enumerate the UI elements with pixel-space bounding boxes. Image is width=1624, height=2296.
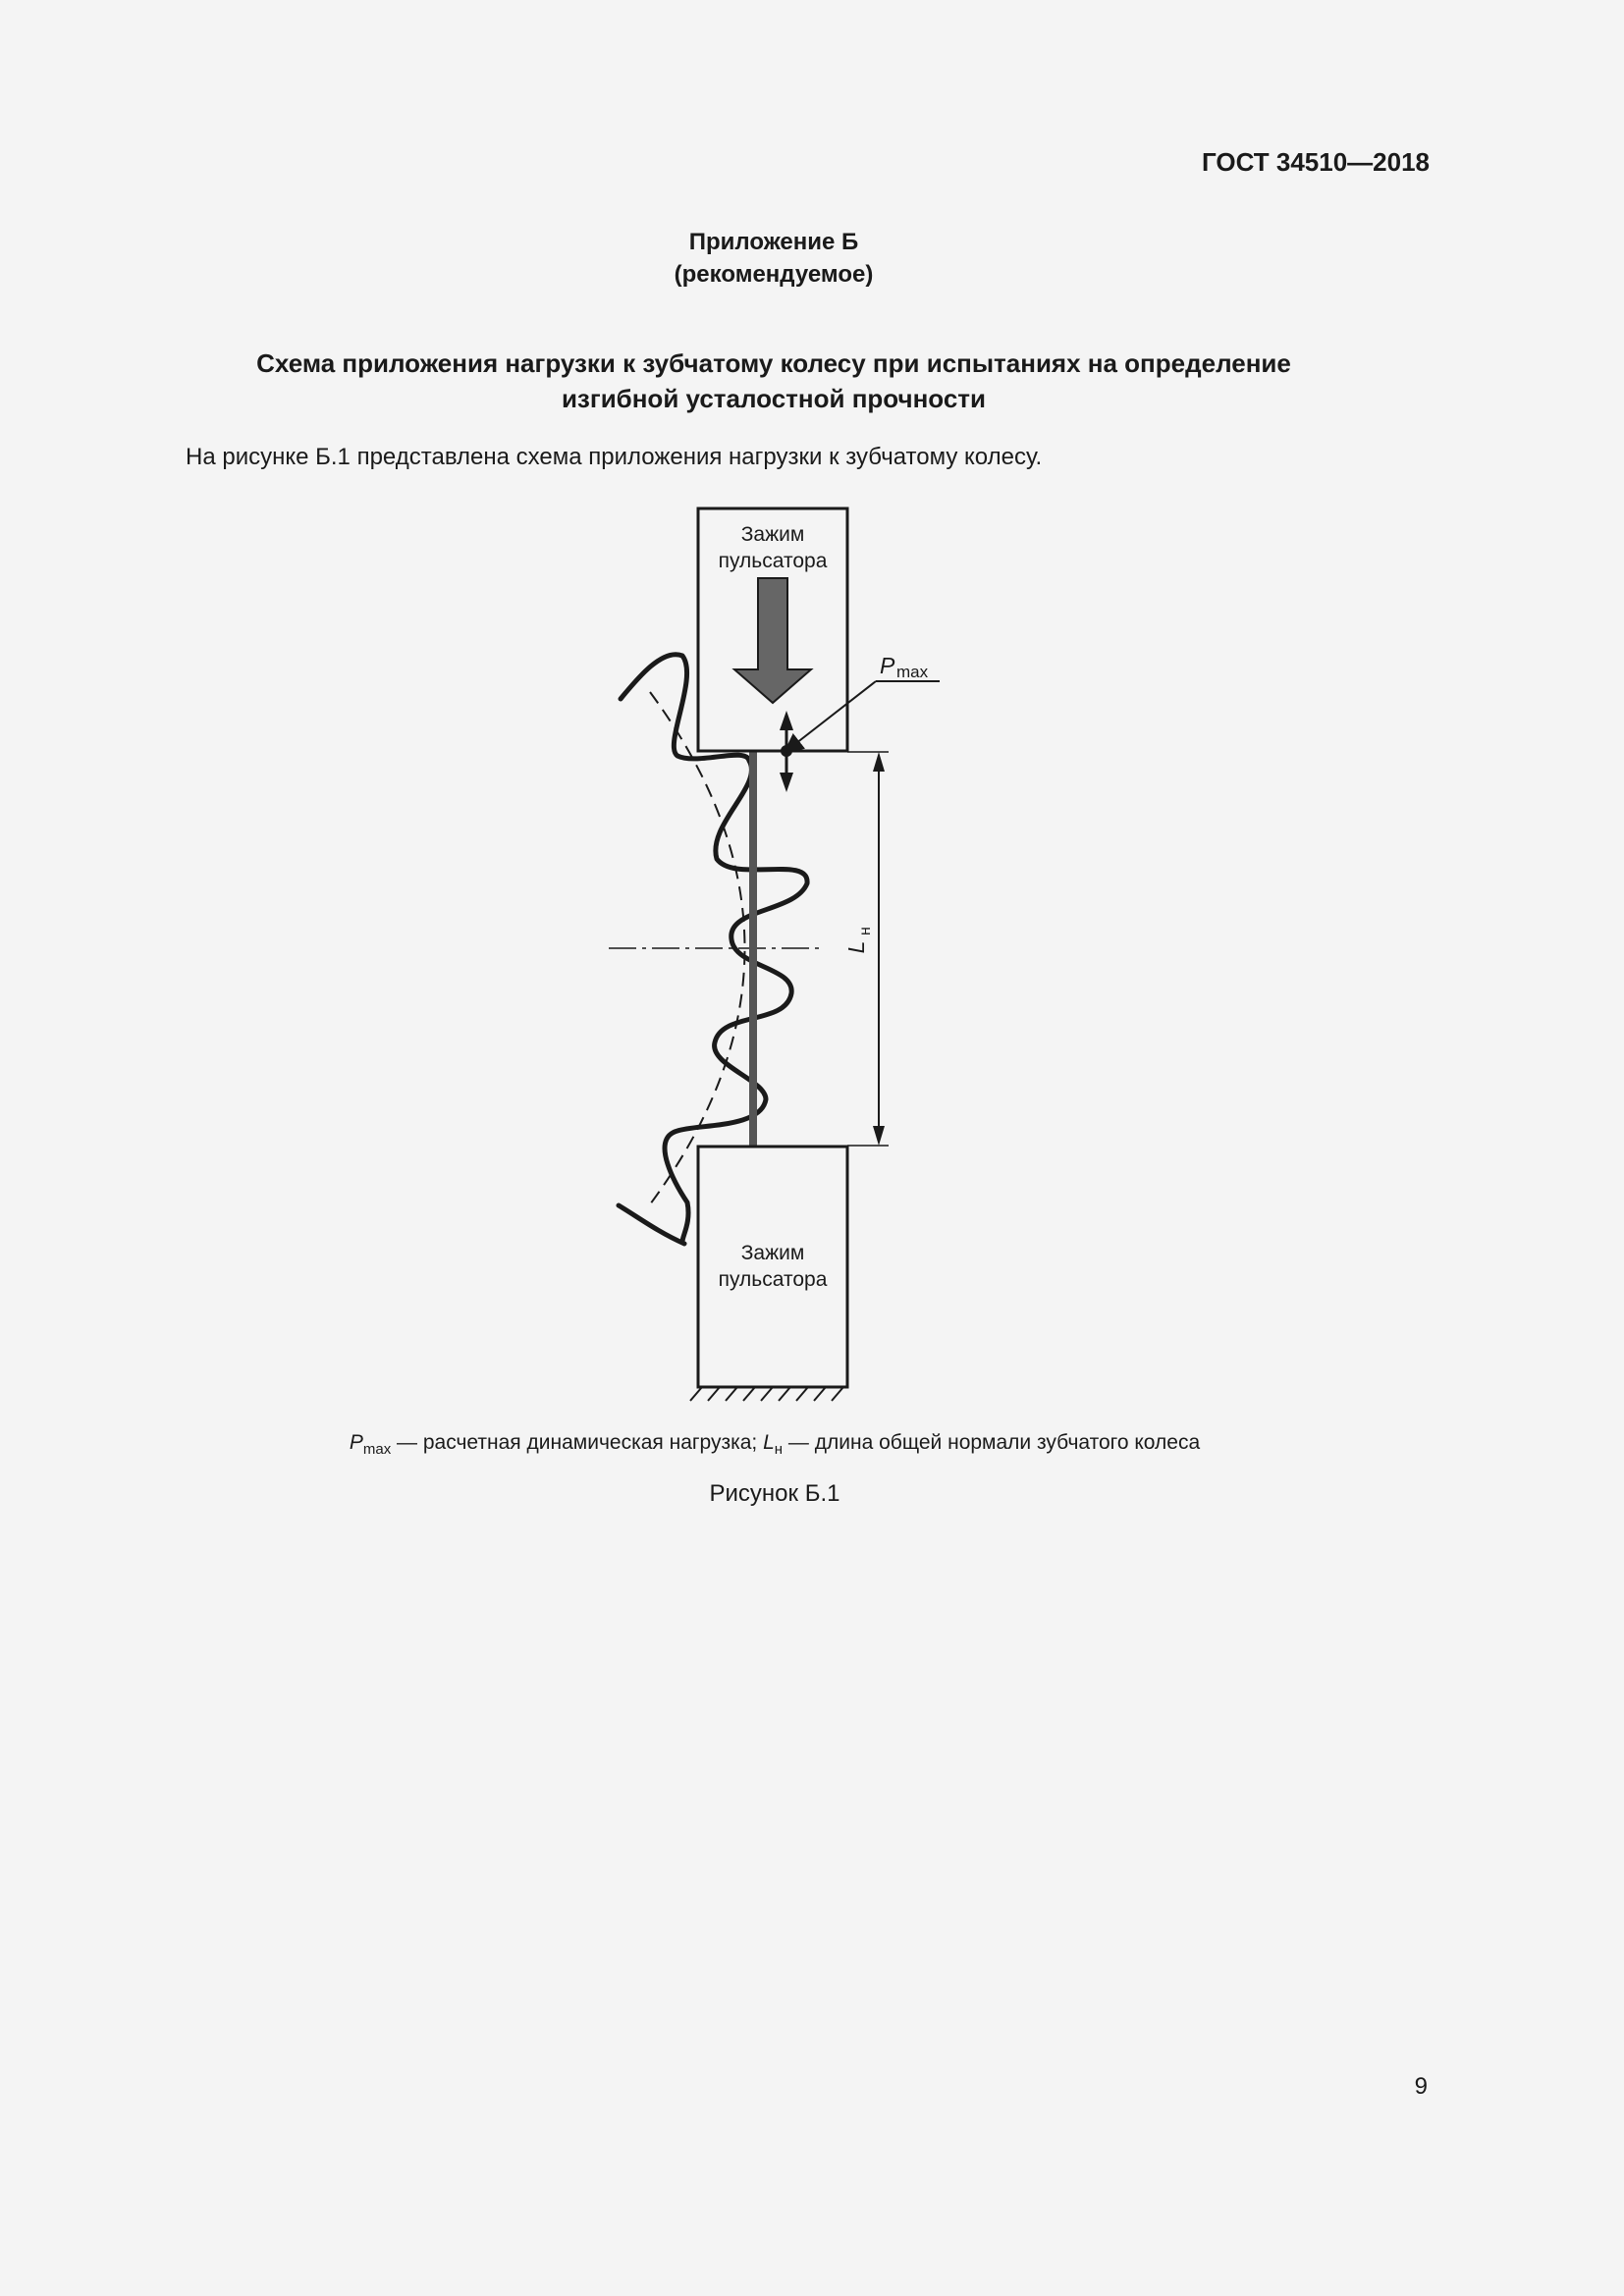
annex-status: (рекомендуемое) (674, 261, 874, 288)
bottom-clamp-box (698, 1147, 847, 1387)
top-clamp-label-line1: Зажим (740, 523, 805, 546)
legend-l-text: — длина общей нормали зубчатого колеса (783, 1431, 1201, 1454)
section-title-line2: изгибной усталостной прочности (561, 384, 987, 413)
legend-p-sub: max (362, 1441, 392, 1459)
p-max-label: P (880, 653, 895, 678)
section-title (147, 346, 1400, 416)
legend-l-symbol: L (763, 1431, 775, 1454)
bottom-clamp-label-line2: пульсатора (718, 1268, 828, 1291)
bottom-clamp-label-line1: Зажим (740, 1242, 805, 1264)
legend-p-text: — расчетная динамическая нагрузка; (391, 1431, 764, 1454)
page-number: 9 (1414, 2073, 1428, 2100)
p-max-label-sub: max (896, 663, 929, 681)
figure-legend (0, 1431, 1549, 1458)
load-scheme-diagram (589, 496, 982, 1409)
document-code: ГОСТ 34510—2018 (1202, 147, 1430, 177)
legend-p-symbol: P (349, 1431, 363, 1454)
annex-title: Приложение Б (688, 229, 859, 255)
legend-l-sub: н (774, 1441, 784, 1459)
annex-heading (0, 226, 1547, 291)
ground-hatching (690, 1387, 843, 1401)
top-clamp-label-line2: пульсатора (718, 550, 828, 572)
section-title-line1: Схема приложения нагрузки к зубчатому колесу при испытаниях на определение (256, 348, 1291, 378)
intro-paragraph: На рисунке Б.1 представлена схема приложения нагрузки к зубчатому колесу. (186, 444, 1043, 470)
l-n-label-sub: н (857, 927, 874, 935)
figure-caption: Рисунок Б.1 (709, 1480, 840, 1507)
figure-b1 (589, 496, 982, 1409)
l-n-label: L (843, 940, 869, 954)
